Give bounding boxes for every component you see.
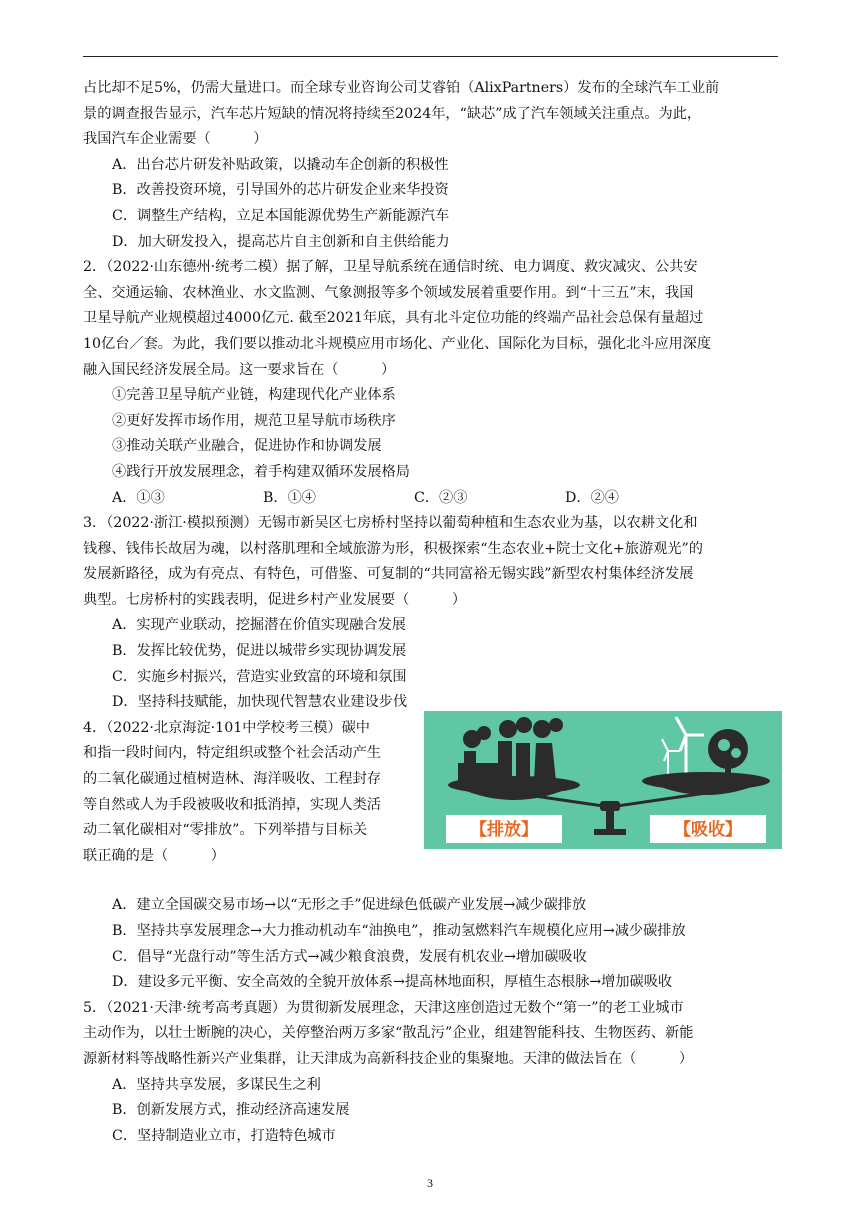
q4-option-a: A．建立全国碳交易市场→以“无形之手”促进绿色低碳产业发展→减少碳排放: [112, 897, 587, 914]
q5-option-c: C．坚持制造业立市，打造特色城市: [112, 1127, 336, 1144]
page-content: [83, 76, 783, 1149]
q3-option-c: C．实施乡村振兴，营造实业致富的环境和氛围: [112, 668, 407, 685]
q4-line: 动二氧化碳相对“零排放”。下列举措与目标关: [83, 822, 368, 839]
q3-line: 典型。七房桥村的实践表明，促进乡村产业发展要（ ）: [83, 591, 467, 608]
q4-line: 4．（2022·北京海淀·101中学校考三模）碳中: [83, 719, 370, 736]
q1-option-a: A．出台芯片研发补贴政策，以撬动车企创新的积极性: [112, 156, 449, 173]
q4-option-c: C．倡导“光盘行动”等生活方式→减少粮食浪费，发展有机农业→增加碳吸收: [112, 948, 587, 965]
q3-line: 钱穆、钱伟长故居为魂，以村落肌理和全域旅游为形，积极探索“生态农业+院士文化+旅游观光”的: [83, 540, 703, 557]
q2-item-2: ②更好发挥市场作用，规范卫星导航市场秩序: [112, 412, 396, 429]
q2-choice-d: D．②④: [565, 489, 619, 506]
q1-line: 景的调查报告显示，汽车芯片短缺的情况将持续至2024年，“缺芯”成了汽车领域关注重点。为此，: [83, 105, 702, 122]
q5-line: 源新材料等战略性新兴产业集群，让天津成为高新科技企业的集聚地。天津的做法旨在（ ）: [83, 1050, 694, 1067]
q4-stem: [83, 716, 411, 870]
q4-option-d: D．建设多元平衡、安全高效的全貌开放体系→提高林地面积，厚植生态根脉→增加碳吸收: [112, 974, 673, 991]
q4-line: 等自然或人为手段被吸收和抵消掉，实现人类活: [83, 796, 381, 813]
q5-option-a: A．坚持共享发展，多谋民生之利: [112, 1076, 321, 1093]
q1-option-c: C．调整生产结构，立足本国能源优势生产新能源汽车: [112, 207, 450, 224]
q5-stem: [83, 996, 783, 1073]
q2-line: 全、交通运输、农林渔业、水文监测、气象测报等多个领域发展着重要作用。到“十三五”末，我国: [83, 284, 694, 301]
q2-item-4: ④践行开放发展理念，着手构建双循环发展格局: [112, 463, 410, 480]
q3-line: 3．（2022·浙江·模拟预测）无锡市新吴区七房桥村坚持以葡萄种植和生态农业为基，以农耕文化和: [83, 515, 698, 532]
absorption-label: 【吸收】: [674, 820, 742, 840]
carbon-balance-figure: [424, 711, 782, 849]
q4-option-b: B．坚持共享发展理念→大力推动机动车“油换电”，推动氢燃料汽车规模化应用→减少碳排放: [112, 923, 686, 939]
q1-line: 占比却不足5%，仍需大量进口。而全球专业咨询公司艾睿铂（AlixPartners）发布的全球汽车工业前: [83, 80, 720, 96]
q3-option-d: D．坚持科技赋能，加快现代智慧农业建设步伐: [112, 694, 408, 711]
q3-option-b: B．发挥比较优势，促进以城带乡实现协调发展: [112, 643, 407, 660]
q2-choices: [83, 486, 783, 512]
q4-line: 和指一段时间内，特定组织或整个社会活动产生: [83, 745, 381, 762]
q5-option-b: B．创新发展方式，推动经济高速发展: [112, 1102, 350, 1119]
q1-line: 我国汽车企业需要（ ）: [83, 131, 268, 148]
q1-stem-continued: [83, 76, 783, 153]
q2-stem: [83, 255, 783, 383]
q1-option-b: B．改善投资环境，引导国外的芯片研发企业来华投资: [112, 182, 449, 199]
q3-line: 发展新路径，成为有亮点、有特色，可借鉴、可复制的“共同富裕无锡实践”新型农村集体经济发展: [83, 566, 694, 583]
page-number: 3: [427, 1176, 433, 1190]
q5-line: 5．（2021·天津·统考高考真题）为贯彻新发展理念，天津这座创造过无数个“第一”的老工业城市: [83, 999, 684, 1016]
q3-option-a: A．实现产业联动，挖掘潜在价值实现融合发展: [112, 617, 406, 634]
q2-choice-c: C．②③: [414, 489, 468, 506]
q5-line: 主动作为，以壮士断腕的决心，关停整治两万多家“散乱污”企业，组建智能科技、生物医药、新能: [83, 1025, 694, 1042]
q4-line: 联正确的是（ ）: [83, 847, 225, 864]
q2-line: 2．（2022·山东德州·统考二模）据了解，卫星导航系统在通信时统、电力调度、救灾减灾、公共安: [83, 259, 698, 276]
q2-item-1: ①完善卫星导航产业链，构建现代化产业体系: [112, 387, 396, 404]
q1-option-d: D．加大研发投入，提高芯片自主创新和自主供给能力: [112, 233, 450, 250]
q2-line: 10亿台／套。为此，我们要以推动北斗规模应用市场化、产业化、国际化为目标，强化北斗应用深度: [83, 335, 712, 352]
q2-choice-b: B．①④: [263, 489, 316, 506]
q3-stem: [83, 511, 783, 613]
q2-item-3: ③推动关联产业融合，促进协作和协调发展: [112, 438, 382, 455]
emission-label: 【排放】: [470, 820, 538, 840]
q2-choice-a: A．①③: [112, 489, 165, 506]
q2-line: 融入国民经济发展全局。这一要求旨在（ ）: [83, 361, 396, 378]
q4-line: 的二氧化碳通过植树造林、海洋吸收、工程封存: [83, 771, 381, 788]
q2-line: 卫星导航产业规模超过4000亿元. 截至2021年底，具有北斗定位功能的终端产品社会总保有量超过: [83, 310, 704, 327]
header-rule: [83, 56, 778, 57]
